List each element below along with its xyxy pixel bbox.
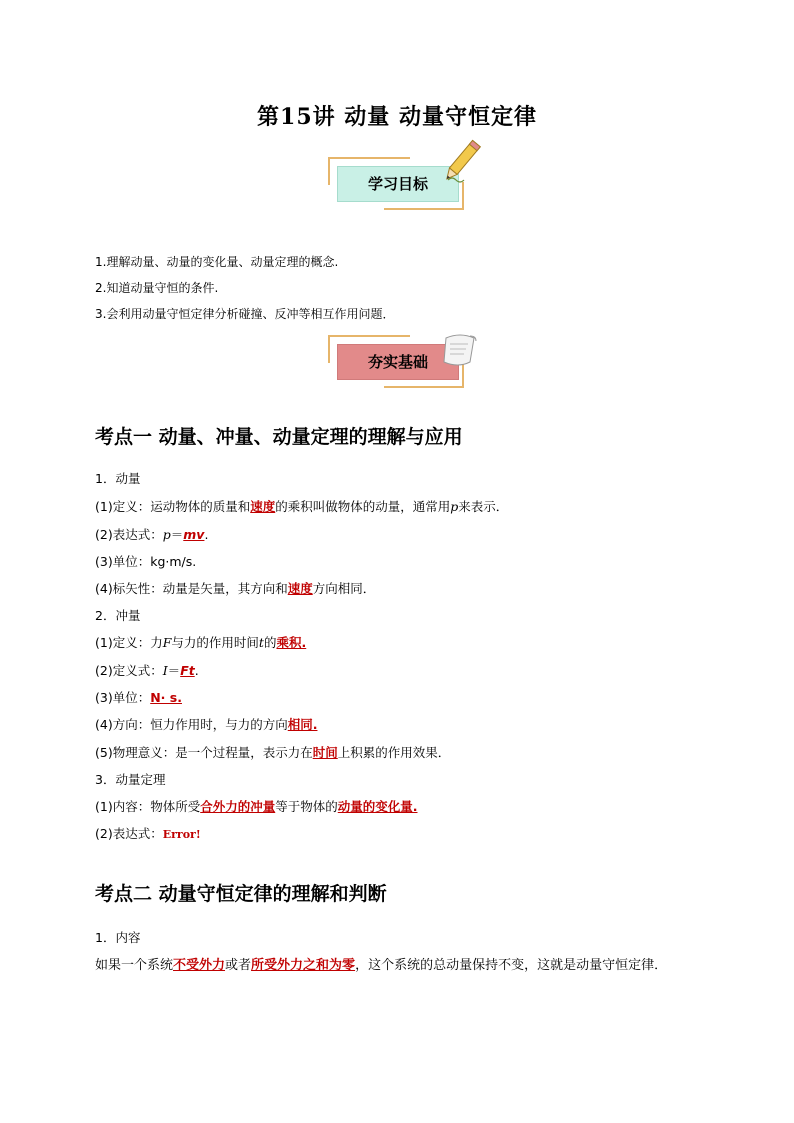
badge-frame-line (328, 157, 330, 185)
scroll-icon (440, 330, 482, 370)
impulse-meaning: (5)物理意义：是一个过程量，表示力在时间上积累的作用效果． (95, 745, 451, 760)
theorem-expression: (2)表达式：Error! (95, 826, 201, 841)
basics-badge: 夯实基础 (337, 344, 459, 380)
momentum-unit: (3)单位：kg·m/s. (95, 554, 197, 569)
objective-1: 1.理解动量、动量的变化量、动量定理的概念. (95, 255, 339, 269)
badge-frame-line (328, 157, 410, 159)
goals-badge: 学习目标 (337, 166, 459, 202)
badge-frame-line (384, 208, 464, 210)
conservation-content: 如果一个系统不受外力或者所受外力之和为零，这个系统的总动量保持不变，这就是动量守恒定律． (95, 958, 668, 973)
badge-frame-line (328, 335, 410, 337)
pencil-icon (440, 136, 482, 188)
objective-3: 3.会利用动量守恒定律分析碰撞、反冲等相互作用问题． (95, 307, 395, 321)
badge-frame-line (384, 386, 464, 388)
impulse-unit: (3)单位：N· s. (95, 690, 182, 705)
momentum-definition: (1)定义：运动物体的质量和速度的乘积叫做物体的动量，通常用p来表示． (95, 499, 509, 514)
impulse-direction: (4)方向：恒力作用时，与力的方向相同. (95, 717, 318, 732)
conservation-label: 1．内容 (95, 930, 141, 945)
theorem-label: 3．动量定理 (95, 772, 166, 787)
section-heading-2: 考点二 动量守恒定律的理解和判断 (95, 883, 387, 905)
objective-2: 2.知道动量守恒的条件. (95, 281, 219, 295)
page-title: 第15讲 动量 动量守恒定律 (257, 104, 537, 130)
section-heading-1: 考点一 动量、冲量、动量定理的理解与应用 (95, 426, 463, 448)
impulse-expression: (2)定义式：I＝Ft. (95, 663, 199, 678)
impulse-label: 2．冲量 (95, 608, 141, 623)
theorem-content: (1)内容：物体所受合外力的冲量等于物体的动量的变化量. (95, 799, 418, 814)
momentum-label: 1．动量 (95, 471, 141, 486)
impulse-definition: (1)定义：力F与力的作用时间t的乘积. (95, 635, 307, 650)
badge-frame-line (328, 335, 330, 363)
momentum-vector: (4)标矢性：动量是矢量，其方向和速度方向相同． (95, 581, 376, 596)
momentum-expression: (2)表达式：p＝mv. (95, 527, 209, 542)
